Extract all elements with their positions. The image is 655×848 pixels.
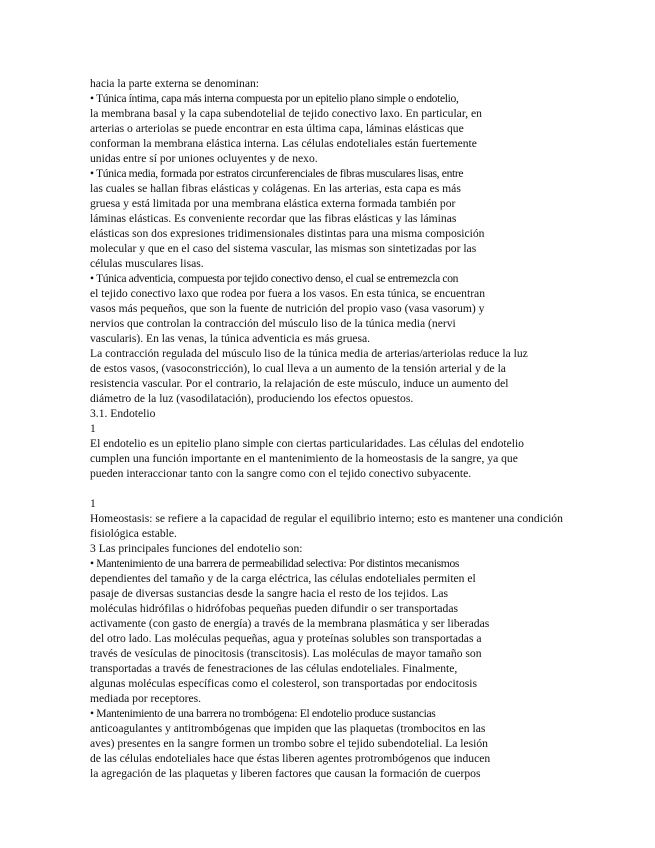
text-line: del otro lado. Las moléculas pequeñas, agua y proteínas solubles son transportadas a: [90, 632, 482, 645]
bullet-barrera-permeabilidad: • Mantenimiento de una barrera de permeabilidad selectiva: Por distintos mecanismos: [90, 557, 460, 570]
text-line: anticoagulantes y antitrombógenas que impiden que las plaquetas (trombocitos en las: [90, 722, 486, 735]
text-line: las cuales se hallan fibras elásticas y colágenas. En las arterias, esta capa es más: [90, 182, 461, 195]
text-line: la agregación de las plaquetas y liberen factores que causan la formación de cuerpos: [90, 767, 481, 780]
text-line: vascularis). En las venas, la túnica adventicia es más gruesa.: [90, 332, 371, 345]
text-line: moléculas hidrófilas o hidrófobas pequeñas pueden difundir o ser transportadas: [90, 602, 458, 615]
text-line: La contracción regulada del músculo liso de la túnica media de arterias/arteriolas reduce la luz: [90, 347, 528, 360]
section-heading: 3.1. Endotelio: [90, 407, 156, 420]
text-line: cumplen una función importante en el mantenimiento de la homeostasis de la sangre, ya que: [90, 452, 518, 465]
text-line: el tejido conectivo laxo que rodea por fuera a los vasos. En esta túnica, se encuentran: [90, 287, 486, 300]
text-line: hacia la parte externa se denominan:: [90, 77, 259, 90]
footnote-marker: 1: [90, 422, 96, 435]
footnote-text: Homeostasis: se refiere a la capacidad de regular el equilibrio interno; esto es mantener una condición: [90, 512, 563, 525]
text-line: algunas moléculas específicas como el colesterol, son transportadas por endocitosis: [90, 677, 477, 690]
text-line: El endotelio es un epitelio plano simple con ciertas particularidades. Las células del endotelio: [90, 437, 524, 450]
text-line: aves) presentes en la sangre formen un trombo sobre el tejido subendotelial. La lesión: [90, 737, 488, 750]
bullet-tunica-adventicia: • Túnica adventicia, compuesta por tejido conectivo denso, el cual se entremezcla con: [90, 272, 459, 285]
text-line: pasaje de diversas sustancias desde la sangre hacia el resto de los tejidos. Las: [90, 587, 448, 600]
text-line: nervios que controlan la contracción del músculo liso de la túnica media (nervi: [90, 317, 456, 330]
text-line: resistencia vascular. Por el contrario, la relajación de este músculo, induce un aumento del: [90, 377, 509, 390]
text-line: gruesa y está limitada por una membrana elástica externa formada también por: [90, 197, 456, 210]
bullet-tunica-intima: • Túnica íntima, capa más interna compuesta por un epitelio plano simple o endotelio,: [90, 92, 459, 105]
text-line: pueden interaccionar tanto con la sangre como con el tejido conectivo subyacente.: [90, 467, 472, 480]
bullet-barrera-no-trombogena: • Mantenimiento de una barrera no trombógena: El endotelio produce sustancias: [90, 707, 436, 720]
text-line: elásticas son dos expresiones tridimensionales distintas para una misma composición: [90, 227, 485, 240]
footnote-text: fisiológica estable.: [90, 527, 177, 540]
text-line: conforman la membrana elástica interna. Las células endoteliales están fuertemente: [90, 137, 477, 150]
bullet-tunica-media: • Túnica media, formada por estratos circunferenciales de fibras musculares lisas, entre: [90, 167, 464, 180]
text-line: diámetro de la luz (vasodilatación), produciendo los efectos opuestos.: [90, 392, 414, 405]
footnote-marker: 1: [90, 497, 96, 510]
text-line: través de vesículas de pinocitosis (transcitosis). Las moléculas de mayor tamaño son: [90, 647, 482, 660]
text-line: mediada por receptores.: [90, 692, 202, 705]
text-line: la membrana basal y la capa subendotelial de tejido conectivo laxo. En particular, en: [90, 107, 482, 120]
text-line: vasos más pequeños, que son la fuente de nutrición del propio vaso (vasa vasorum) y: [90, 302, 485, 315]
text-line: células musculares lisas.: [90, 257, 204, 270]
text-line: arterias o arteriolas se puede encontrar en esta última capa, láminas elásticas que: [90, 122, 464, 135]
text-line: unidas entre sí por uniones ocluyentes y de nexo.: [90, 152, 318, 165]
text-line: activamente (con gasto de energía) a través de la membrana plasmática y ser liberadas: [90, 617, 490, 630]
text-line: molecular y que en el caso del sistema vascular, las mismas son sintetizadas por las: [90, 242, 477, 255]
text-line: láminas elásticas. Es conveniente recordar que las fibras elásticas y las láminas: [90, 212, 457, 225]
text-line: transportadas a través de fenestraciones de las células endoteliales. Finalmente,: [90, 662, 458, 675]
text-line: de estos vasos, (vasoconstricción), lo cual lleva a un aumento de la tensión arterial y de la: [90, 362, 506, 375]
text-line: 3 Las principales funciones del endotelio son:: [90, 542, 303, 555]
text-line: dependientes del tamaño y de la carga eléctrica, las células endoteliales permiten el: [90, 572, 476, 585]
text-line: de las células endoteliales hace que éstas liberen agentes protrombógenos que inducen: [90, 752, 491, 765]
